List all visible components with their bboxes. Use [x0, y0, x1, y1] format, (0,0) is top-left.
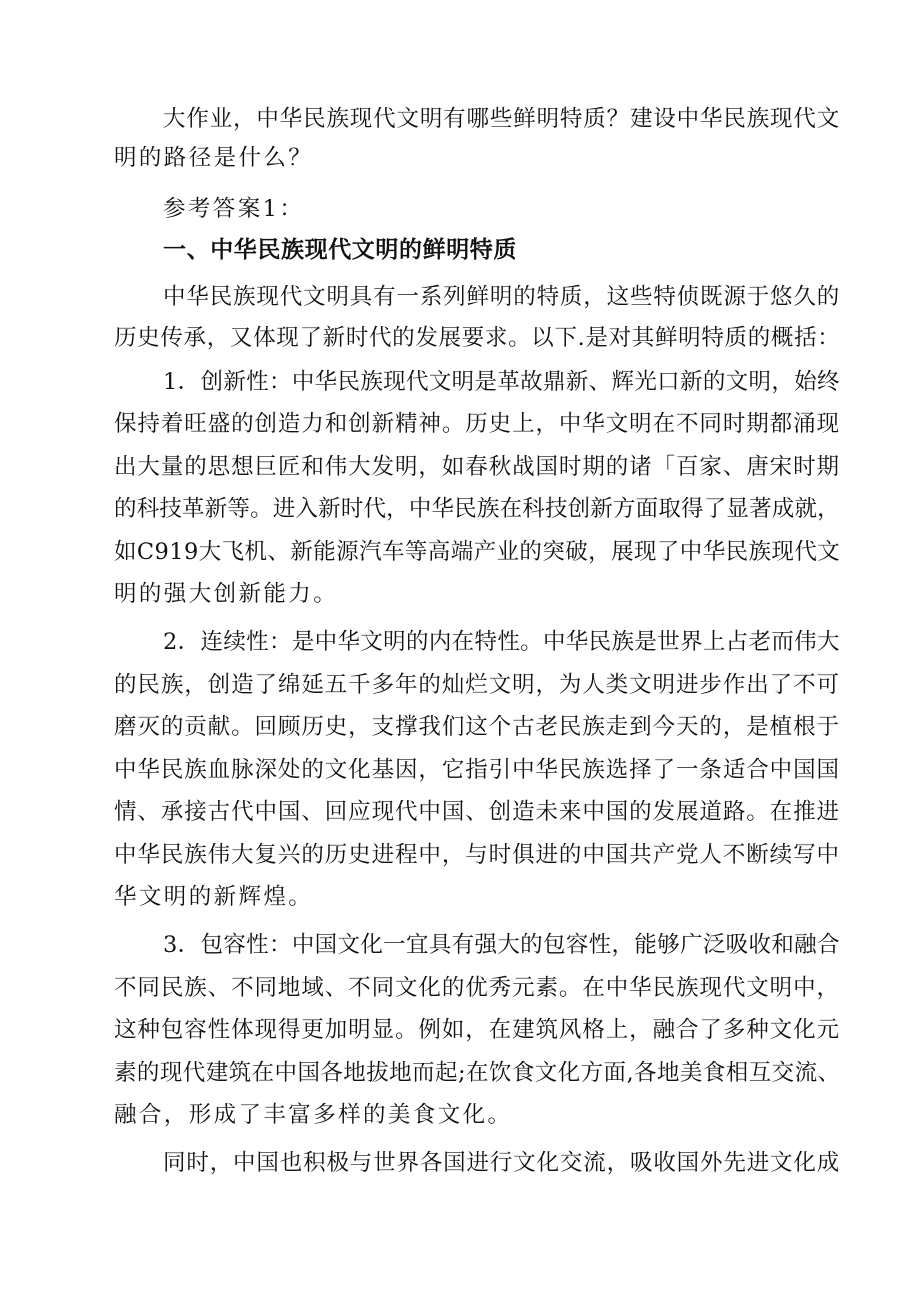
point3-line-2: 不同民族、不同地域、不同文化的优秀元素。在中华民族现代文明中，: [114, 975, 840, 1001]
point2-line-4: 中华民族血脉深处的文化基因，它指引中华民族选择了一条适合中国国: [114, 757, 840, 783]
point1-line-5: 如C919大飞机、新能源汽车等高端产业的突破，展现了中华民族现代文: [114, 539, 841, 565]
point2-line-1: 2．连续性：是中华文明的内在特性。中华民族是世界上占老而伟大: [163, 629, 840, 655]
point3-line-4: 素的现代建筑在中国各地拔地而起;在饮食文化方面,各地美食相互交流、: [114, 1060, 841, 1086]
point1-line-3: 出大量的思想巨匠和伟大发明，如春秋战国时期的诸「百家、唐宋时期: [114, 454, 840, 480]
point3-line-5: 融合，形成了丰富多样的美食文化。: [114, 1102, 513, 1128]
point2-line-7: 华文明的新辉煌。: [114, 884, 314, 910]
point2-line-2: 的民族，创造了绵延五千多年的灿烂文明，为人类文明进步作出了不可: [114, 672, 840, 698]
point2-line-3: 磨灭的贡献。回顾历史，支撑我们这个古老民族走到今天的，是植根于: [114, 714, 840, 740]
point1-line-4: 的科技革新等。进入新时代，中华民族在科技创新方面取得了显著成就，: [114, 496, 840, 522]
answer-label: 参考答案1：: [163, 196, 305, 222]
intro-line-2: 历史传承，又体现了新时代的发展要求。以下.是对其鲜明特质的概括：: [114, 325, 841, 351]
point1-line-2: 保持着旺盛的创造力和创新精神。历史上，中华文明在不同时期都涌现: [114, 411, 840, 437]
question-line-1: 大作业，中华民族现代文明有哪些鲜明特质？建设中华民族现代文: [163, 106, 841, 132]
point2-line-6: 中华民族伟大复兴的历史进程中，与时俱进的中国共产党人不断续写中: [114, 842, 840, 868]
point1-line-1: 1．创新性：中华民族现代文明是革故鼎新、辉光口新的文明，始终: [163, 369, 840, 395]
intro-line-1: 中华民族现代文明具有一系列鲜明的特质，这些特侦既源于悠久的: [163, 284, 841, 310]
question-line-2: 明的路径是什么？: [114, 145, 314, 171]
point1-line-6: 明的强大创新能力。: [114, 581, 339, 607]
continuation-line-1: 同时，中国也积极与世界各国进行文化交流，吸收国外先进文化成: [163, 1150, 841, 1176]
point3-line-3: 这种包容性体现得更加明显。例如，在建筑风格上，融合了多种文化元: [114, 1017, 840, 1043]
point2-line-5: 情、承接古代中国、回应现代中国、创造未来中国的发展道路。在推进: [114, 799, 840, 825]
section-heading: 一、中华民族现代文明的鲜明特质: [163, 237, 517, 263]
point3-line-1: 3．包容性：中国文化一宜具有强大的包容性，能够广泛吸收和融合: [163, 932, 840, 958]
